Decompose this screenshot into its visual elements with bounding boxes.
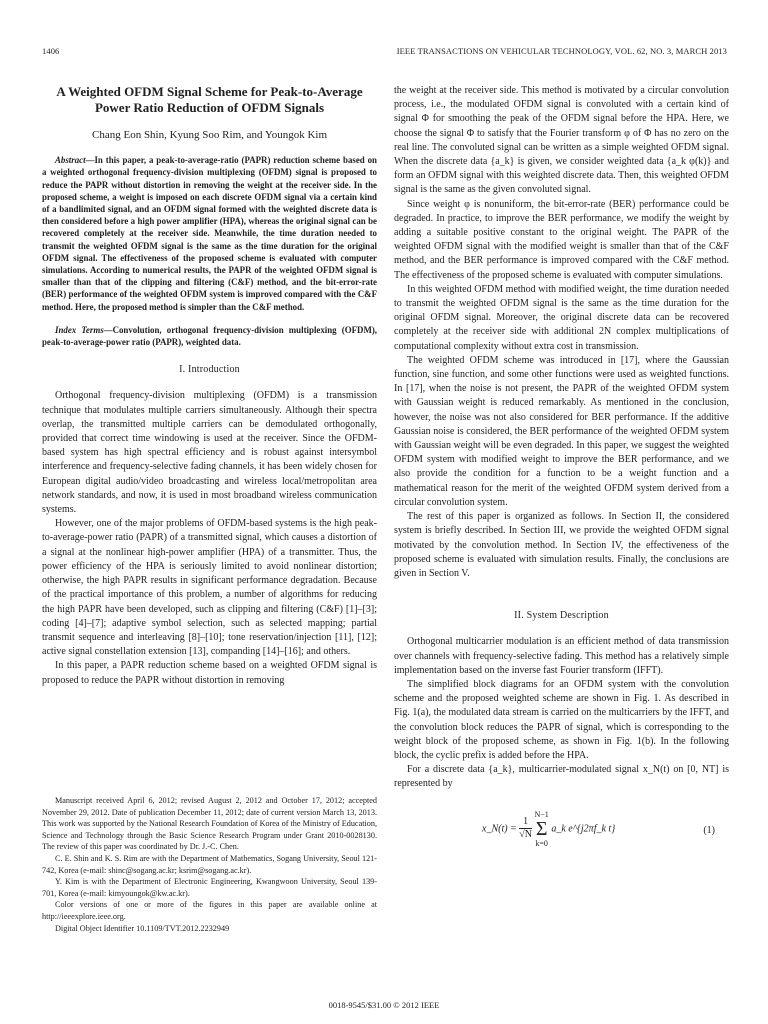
page-number: 1406 <box>42 46 60 56</box>
equation-body <box>482 810 615 848</box>
equation-term: a_k e^{j2πf_k t} <box>551 822 616 834</box>
fraction-denominator: √N <box>519 829 533 841</box>
paragraph: the weight at the receiver side. This method is motivated by a circular convolution process, i.e., the modulated OFDM signal is convoluted with a certain kind of signal Φ for smoothing the peak of the OFDM signal before the HPA. Here, we choose the signal Φ to satisfy that the Fourier transform φ of Φ has no zero on the real line. The convoluted signal can be written as a simple weighted OFDM signal. When the discrete data {a_k} is given, we consider weighted data {a_k φ(k)} and form an OFDM signal with this weighted discrete data. Then, this weighted OFDM signal is the same as the given convoluted signal. <box>394 85 729 196</box>
abstract: Abstract—In this paper, a peak-to-average-ratio (PAPR) reduction scheme based on a weighted orthogonal frequency-division multiplexing (OFDM) signal is proposed to reduce the PAPR without distortion in removing the weight at the receiver side. In the proposed scheme, a weight is imposed on each discrete OFDM signal via a certain kind of a bandlimited signal, and an OFDM signal formed with the weighted discrete data is then considered before a high power amplifier (HPA), whereas the original signal can be recovered completely at the receiver side. Meanwhile, the time duration needed to transmit the weighted OFDM signal is the same as the time duration for the original OFDM signal. The effectiveness of the proposed scheme is evaluated with computer simulations. According to numerical results, the PAPR of the weighted OFDM signal is smaller than that of the clipping and filtering (C&F) method, and the bit-error-rate (BER) performance of the weighted OFDM system is improved compared with the C&F method. Here, the proposed method is simpler than the C&F method. <box>42 155 377 312</box>
footnotes <box>42 795 377 934</box>
index-terms-label: Index Terms <box>55 324 104 335</box>
copyright-footer: 0018-9545/$31.00 © 2012 IEEE <box>328 1000 440 1010</box>
paragraph: The weighted OFDM scheme was introduced in [17], where the Gaussian function, sine function, and some other functions were used as weighted functions. In [17], when the noise is not present, the PAPR of the weighted OFDM system with Gaussian weight is reduced remarkably. As mentioned in the conclusion, however, the noise was not also considered for BER performance. If the additive Gaussian noise is considered, the BER performance of the weighted OFDM system with Gaussian weight will be even degraded. In this paper, we suggest the weighted OFDM system with modified weight to improve the BER performance, and we also provide the condition for a function to be a weight function and a mathematical reason for the merit of the weighted OFDM system derived from a circular convolution system. <box>394 354 729 508</box>
paragraph: Since weight φ is nonuniform, the bit-error-rate (BER) performance could be degraded. In practice, to improve the BER performance, we modify the weight by adding a suitable positive constant to the original weight. The PAPR of the weighted OFDM signal with the modified weight is smaller than that of the C&F method, and the BER performance is improved compared with the C&F method. The effectiveness of the proposed scheme is evaluated with computer simulations. <box>394 198 729 281</box>
footnote: C. E. Shin and K. S. Rim are with the Department of Mathematics, Sogang University, Seoul 121-742, Korea (e-mail: shinc@sogang.ac.kr; ksrim@sogang.ac.kr). <box>42 853 377 875</box>
paragraph: Orthogonal frequency-division multiplexing (OFDM) is a transmission technique that modulates multiple carriers simultaneously. Although their spectra overlap, the transmitted multiple carriers can be demodulated orthogonally, provided that correct time windowing is used at the receiver. Since the OFDM-based system has high spectral efficiency and is robust against intersymbol interference and frequency-selective fading channels, it has been widely chosen for European digital audio/video broadcasting and wireless local/metropolitan area network standards, and now, it is used in most broadband wireless communication systems. <box>42 390 377 516</box>
equation-number: (1) <box>703 824 715 836</box>
abstract-label: Abstract <box>55 155 86 166</box>
author-list: Chang Eon Shin, Kyung Soo Rim, and Youngok Kim <box>92 129 327 141</box>
paragraph: However, one of the major problems of OFDM-based systems is the high peak-to-average-power ratio (PAPR) of a transmitted signal, which causes a distortion of a signal at the nonlinear high-power amplifier (HPA) of a transmitter. Thus, the power efficiency of the HPA is seriously limited to avoid nonlinear distortion; otherwise, the high PAPR results in significant performance degradation. Because of the practical importance of this problem, a number of algorithms for reducing the high PAPR have been developed, such as clipping and filtering (C&F) [1]–[3]; coding [4]–[7]; adaptive symbol selection, such as selected mapping; partial transmit sequence and interleaving [8]–[10]; tone reservation/injection [11], [12]; active signal constellation extension [13], companding [14]–[16]; and others. <box>42 518 377 658</box>
footnote: Color versions of one or more of the figures in this paper are available online at http://ieeexplore.ieee.org. <box>42 900 377 921</box>
equation-1 <box>394 810 729 850</box>
paragraph: The rest of this paper is organized as follows. In Section II, the considered system is briefly described. In Section III, we provide the weighted OFDM signal motivated by the convolution method. In Section IV, the effectiveness of the proposed scheme is evaluated with simulation results. Finally, the conclusions are given in Section V. <box>394 511 729 579</box>
equation-fraction <box>519 816 532 841</box>
left-column <box>42 84 377 688</box>
index-terms-text: Convolution, orthogonal frequency-division multiplexing (OFDM), peak-to-average-power ratio (PAPR), weighted data. <box>42 324 377 348</box>
summation <box>535 810 549 848</box>
section-heading-system-description: II. System Description <box>514 610 609 622</box>
paragraph: Orthogonal multicarrier modulation is an efficient method of data transmission over channels with frequency-selective fading. This method has a relatively simple implementation based on the inverse fast Fourier transform (IFFT). <box>394 636 729 676</box>
journal-header: IEEE TRANSACTIONS ON VEHICULAR TECHNOLOGY, VOL. 62, NO. 3, MARCH 2013 <box>396 46 727 56</box>
paragraph: In this weighted OFDM method with modified weight, the time duration needed to transmit the weighted OFDM signal is the same as the time duration for the original OFDM signal. Moreover, the original discrete data can be recovered completely at the receiver side with additional 2N complex multiplications of computational complexity without extra cost in transmission. <box>394 283 729 352</box>
sigma-icon: Σ <box>535 817 548 840</box>
fraction-numerator: 1 <box>519 816 532 829</box>
index-terms: Index Terms—Convolution, orthogonal frequency-division multiplexing (OFDM), peak-to-average-power ratio (PAPR), weighted data. <box>42 324 377 348</box>
footnote: Y. Kim is with the Department of Electronic Engineering, Kwangwoon University, Seoul 139-701, Korea (e-mail: kimyoungok@kw.ac.kr). <box>42 877 377 898</box>
paper-title: A Weighted OFDM Signal Scheme for Peak-to-Average Power Ratio Reduction of OFDM Signals <box>56 84 363 115</box>
footnote: Manuscript received April 6, 2012; revised August 2, 2012 and October 17, 2012; accepted November 29, 2012. Date of publication December 11, 2012; date of current version March 13, 2013. This work was supported by the National Research Foundation of Korea of the Ministry of Education, Science and Technology through the Basic Science Research Program under Grant 2010-0028130. The review of this paper was coordinated by Dr. J.-C. Chen. <box>42 796 377 852</box>
paragraph: The simplified block diagrams for an OFDM system with the convolution scheme and the proposed weighted scheme are shown in Fig. 1. As described in Fig. 1(a), the modulated data stream is carried on the multicarriers by the IFFT, and the convolution block reduces the PAPR of signal, which is corresponding to the weight block of the proposed scheme, as shown in Fig. 1(b). In the following block, the cyclic prefix is added before the HPA. <box>394 678 729 761</box>
footnote: Digital Object Identifier 10.1109/TVT.2012.2232949 <box>55 923 230 933</box>
paragraph: In this paper, a PAPR reduction scheme based on a weighted OFDM signal is proposed to reduce the PAPR without distortion in removing <box>42 660 377 686</box>
section-heading-introduction: I. Introduction <box>179 364 240 376</box>
equation-lhs: x_N(t) = <box>482 822 517 834</box>
sum-upper-limit: N−1 <box>534 809 549 819</box>
sum-lower-limit: k=0 <box>535 838 548 848</box>
right-column <box>394 84 729 850</box>
abstract-text: In this paper, a peak-to-average-ratio (PAPR) reduction scheme based on a weighted orthogonal frequency-division multiplexing (OFDM) signal is proposed to reduce the PAPR without distortion in removing the weight at the receiver side. In the proposed scheme, a weight is imposed on each discrete OFDM signal via a certain kind of a bandlimited signal, and an OFDM signal formed with the weighted discrete data is then considered before a high power amplifier (HPA), whereas the original signal can be recovered completely at the receiver side. Meanwhile, the time duration needed to transmit the weighted OFDM signal is the same as the time duration for the original OFDM signal. The effectiveness of the proposed scheme is evaluated with computer simulations. According to numerical results, the PAPR of the weighted OFDM signal is smaller than that of the clipping and filtering (C&F) method, and the bit-error-rate (BER) performance of the weighted OFDM system is improved compared with the C&F method. Here, the proposed method is simpler than the C&F method. <box>42 155 377 312</box>
paragraph: For a discrete data {a_k}, multicarrier-modulated signal x_N(t) on [0, NT] is represented by <box>394 764 729 790</box>
